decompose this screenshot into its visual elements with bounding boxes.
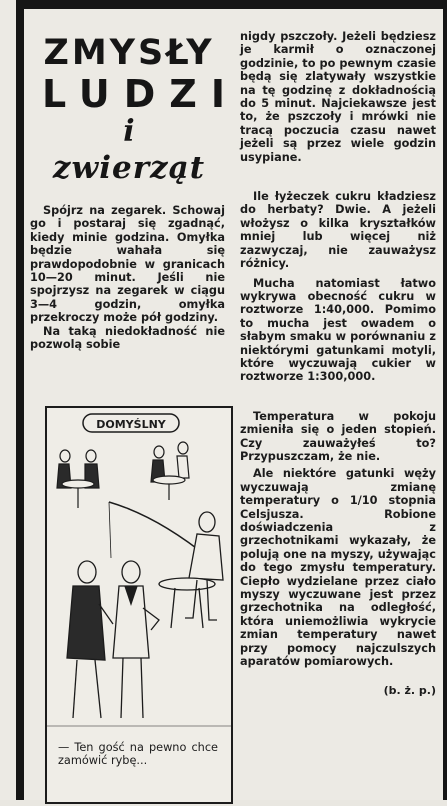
article-paragraph: Spójrz na zegarek. Schowaj go i postaraj się zgadnąć, kiedy minie godzina. Omyłka będzie wahała się prawdopodobnie w granicach 10—20 minut. Jeśli nie spojrzysz na zegarek w ciągu 3—4 godzin, omyłka przekroczy może pół godziny. — [30, 204, 225, 325]
cartoon-caption: — Ten gość na pewno chce zamówić rybę... — [58, 741, 218, 768]
article-paragraph: Na taką niedokładność nie pozwolą sobie — [30, 324, 225, 352]
man-figure — [67, 561, 113, 718]
article-paragraph: Temperatura w pokoju zmieniła się o jeden stopień. Czy zauważyłeś to? Przypuszczam, że nie. — [240, 409, 436, 463]
diners-left — [57, 450, 99, 508]
diners-right — [151, 442, 189, 500]
left-border — [16, 0, 24, 800]
restaurant-sign-text: DOMYŚLNY — [96, 418, 166, 431]
article-paragraph: Ile łyżeczek cukru kładziesz do herbaty? Dwie. A jeżeli włożysz o kilka kryształków mniej lub więcej niż zazwyczaj, nie zauważysz różnicy. — [240, 190, 436, 271]
title-line-4: zwierząt — [52, 150, 206, 186]
right-column — [240, 30, 436, 697]
article-paragraph: nigdy pszczoły. Jeżeli będziesz je karmił o oznaczonej godzinie, to po pewnym czasie będą się zlatywały wszystkie na tę godzinę z dokładnością do 5 minut. Najciekawsze jest to, że pszczoły i mrówki nie tracą poczucia czasu nawet jeżeli są przez wiele godzin usypiane. — [240, 30, 436, 164]
title-line-3: i — [123, 114, 135, 149]
author-signature: (b. ż. p.) — [383, 684, 436, 698]
title-line-2: LUDZI — [42, 72, 239, 116]
right-border — [443, 0, 447, 800]
article-paragraph: Mucha natomiast łatwo wykrywa obecność cukru w roztworze 1:40,000. Pomimo to mucha jest owadem o słabym smaku w porównaniu z niektórymi gatunkami motyli, które wyczuwają cukier w roztworze 1:300,000. — [240, 276, 436, 384]
top-border — [16, 0, 447, 9]
left-column — [30, 10, 239, 798]
title-line-1: ZMYSŁY — [43, 33, 215, 73]
fishing-line — [109, 502, 111, 558]
article-paragraph: Ale niektóre gatunki węży wyczuwają zmianę temperatury o 1/10 stopnia Celsjusza. Robione doświadczenia z grzechotnikami wykazały, że polują one na myszy, używając do tego zmysłu temperatury. Ciepło wydzielane przez ciało myszy wyczuwane jest przez grzechotnika na odległość, która uniemożliwia wykrycie zmian temperatury nawet przy pomocy najczulszych aparatów pomiarowych. — [240, 467, 436, 669]
waiter-figure — [113, 561, 159, 718]
